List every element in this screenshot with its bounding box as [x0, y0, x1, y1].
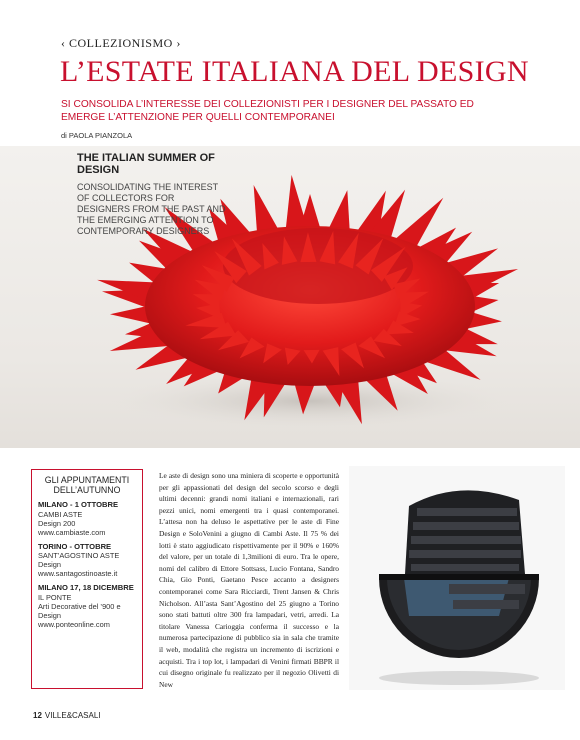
article-paragraph: Le aste di design sono una miniera di scoperte e opportunità per gli appassionati del design del secolo scorso e degli ultimi decenni: grandi nomi italiani e internazionali, rari pezzi unici, nomi emergenti tra i quasi contemporanei. L’attesa non ha deluso le aspettative per le aste di Fine Design e SoloVenini a giugno di Cambi Aste. Il 75 % dei lotti è stato aggiudicato rispettivamente per il 90% e 160% del valore, per un totale di 1,3milioni di euro. Tra le opere, nomi del calibro di Ettore Sottsass, Lucio Fontana, Sandro Chia, Gio Ponti, Gaetano Pesce accanto a designers contemporanei come Sara Ricciardi, Trent Jansen & Chris Nicholson. All’asta Sant’Agostino del 25 giugno a Torino sono stati battuti oltre 300 fra lampadari, vetri, arredi. La titolare Vanessa Carioggia conferma il successo e la numerosa partecipazione di pubblico sia in sala che tramite il web, modalità che registra un incremento di iscrizioni e acquisti. Tra i top lot, i lampadari di Venini firmati BBPR il cui disegno originale fu realizzato per il negozio Olivetti di New [159, 471, 339, 689]
sidebar-title: GLI APPUNTAMENTI DELL’AUTUNNO [44, 475, 130, 495]
event-website: www.santagostinoaste.it [38, 569, 118, 578]
photo-letter-chair [349, 466, 565, 690]
magazine-name: VILLE&CASALI [44, 711, 101, 720]
event-item [38, 542, 136, 579]
letter-chair-illustration [349, 466, 565, 690]
event-house: CAMBI ASTE [38, 509, 83, 519]
event-website: www.ponteonline.com [38, 619, 110, 629]
event-date: MILANO - 1 OTTOBRE [38, 500, 119, 509]
event-sale: Design 200 [38, 518, 76, 528]
english-title: THE ITALIAN SUMMER OF DESIGN [77, 152, 215, 176]
english-subtitle: CONSOLIDATING THE INTEREST OF COLLECTORS FOR DESIGNERS FROM THE PAST AND THE EMERGING ATTENTION TO CONTEMPORARY DESIGNERS [77, 182, 226, 236]
event-sale: Design [38, 560, 62, 569]
event-item [38, 583, 136, 629]
event-sale: Arti Decorative del ’900 e Design [38, 601, 121, 620]
event-date: MILANO 17, 18 DICEMBRE [38, 583, 134, 592]
byline: di PAOLA PIANZOLA [61, 131, 133, 140]
section-tag: ‹ COLLEZIONISMO › [61, 36, 181, 50]
events-sidebar [31, 469, 143, 689]
event-item [38, 500, 136, 537]
event-house: IL PONTE [38, 592, 72, 602]
event-date: TORINO - OTTOBRE [38, 541, 112, 551]
article-body [159, 470, 339, 690]
page-number: 12 [33, 711, 42, 720]
event-house: SANT’AGOSTINO ASTE [38, 551, 120, 560]
subheadline: SI CONSOLIDA L’INTERESSE DEI COLLEZIONISTI PER I DESIGNER DEL PASSATO ED EMERGE L’ATTENZIONE PER QUELLI CONTEMPORANEI [61, 99, 474, 123]
event-website: www.cambiaste.com [38, 527, 106, 537]
page-footer [33, 711, 101, 720]
page-title: L’ESTATE ITALIANA DEL DESIGN [60, 55, 529, 88]
